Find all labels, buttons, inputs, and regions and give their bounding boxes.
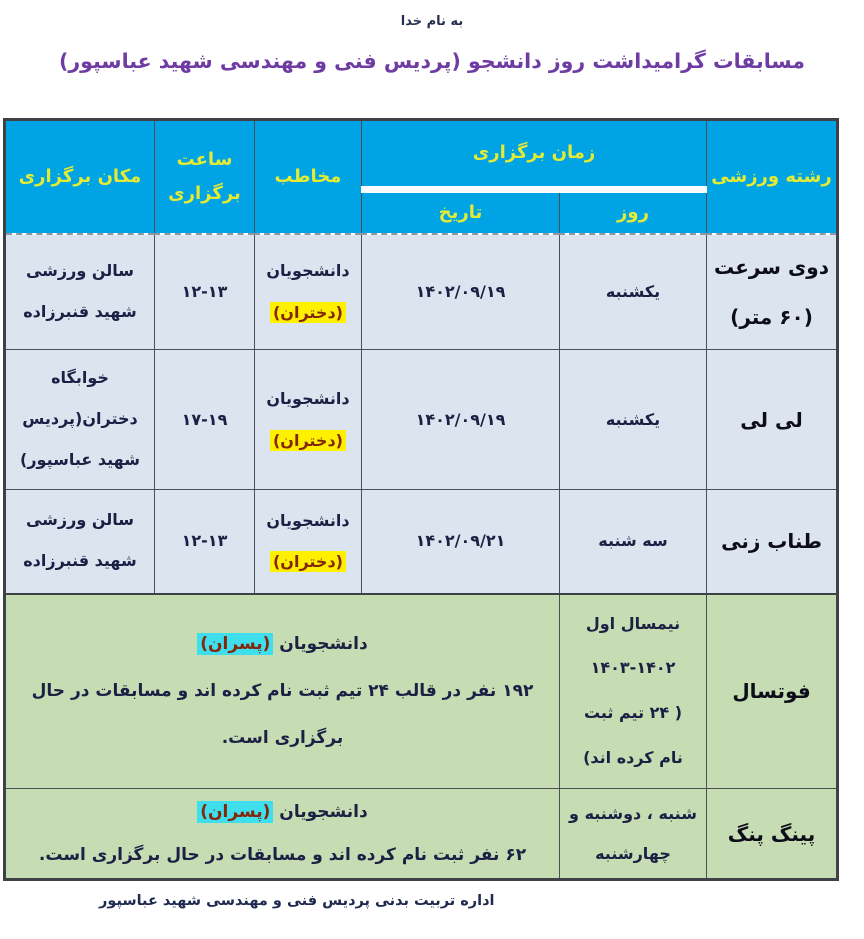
cell-location [4, 234, 154, 350]
cell-sport: فوتسال [707, 594, 838, 789]
hours-value: ۱۲-۱۳ [181, 531, 228, 551]
hours-value: ۱۲-۱۳ [181, 281, 228, 301]
cell-audience [254, 350, 361, 490]
audience-label: دانشجویان [266, 388, 350, 408]
location-line: سالن ورزشی [25, 260, 134, 280]
audience-label: دانشجویان [273, 802, 368, 822]
header-hour-line2: برگزاری [168, 182, 241, 204]
audience-group-highlight: (پسران) [197, 801, 273, 823]
audience-group-highlight: (پسران) [197, 633, 273, 655]
audience-group-highlight: (دختران) [270, 430, 346, 451]
location-line: شهید قنبرزاده [23, 551, 137, 571]
location-line: شهید قنبرزاده [23, 301, 137, 321]
cell-day: یکشنبه [560, 234, 707, 350]
audience-line [9, 621, 556, 668]
date-value: ۱۴۰۲/۰۹/۱۹ [415, 281, 506, 301]
header-date: تاریخ [361, 190, 559, 234]
sport-name: طناب زنی [721, 529, 822, 554]
cell-sport [707, 350, 838, 490]
cell-date [361, 350, 559, 490]
schedule-line: نام کرده اند) [583, 748, 683, 768]
location-line: دختران(پردیس [22, 409, 138, 429]
audience-group-highlight: (دختران) [270, 302, 346, 323]
header-hour [154, 120, 254, 234]
cell-audience [254, 234, 361, 350]
registration-stats: ۶۲ نفر ثبت نام کرده اند و مسابقات در حال برگزاری است. [38, 844, 527, 865]
location-line: شهید عباسپور) [20, 449, 140, 469]
registration-stats: ۱۹۲ نفر در قالب ۲۴ تیم ثبت نام کرده اند و مسابقات در حال [31, 680, 534, 701]
cell-sport: پینگ پنگ [707, 789, 838, 880]
table-row-rope [4, 490, 837, 594]
cell-hours [154, 490, 254, 594]
audience-label: دانشجویان [266, 261, 350, 281]
cell-description [4, 789, 559, 880]
schedule-line: چهارشنبه [595, 843, 671, 863]
audience-label: دانشجویان [266, 510, 350, 530]
header-sport: رشته ورزشی [707, 120, 838, 234]
schedule-line: شنبه ، دوشنبه و [569, 803, 697, 823]
audience-line [9, 791, 556, 834]
header-day: روز [560, 190, 707, 234]
sport-name: دوی سرعت [714, 254, 829, 279]
schedule-years: ۱۴۰۳-۱۴۰۲ [590, 658, 676, 678]
cell-location [4, 490, 154, 594]
competitions-table [3, 118, 839, 881]
header-row-main [4, 120, 837, 190]
cell-date [361, 234, 559, 350]
cell-sport [707, 490, 838, 594]
schedule-line: ( ۲۴ تیم ثبت [583, 703, 683, 723]
cell-location [4, 350, 154, 490]
sport-name: لی لی [740, 407, 803, 432]
header-time-group: زمان برگزاری [361, 120, 706, 190]
registration-stats: برگزاری است. [221, 727, 344, 748]
table-row-sprint [4, 234, 837, 350]
audience-group-highlight: (دختران) [270, 551, 346, 572]
audience-label: دانشجویان [273, 634, 368, 655]
footer-text: اداره تربیت بدنی پردیس فنی و مهندسی شهید عباسپور [99, 893, 495, 909]
table-row-pingpong [4, 789, 837, 880]
cell-hours [154, 350, 254, 490]
hours-value: ۱۷-۱۹ [181, 409, 228, 429]
schedule-line: نیمسال اول [585, 613, 681, 633]
cell-schedule [560, 789, 707, 880]
page-title: مسابقات گرامیداشت روز دانشجو (پردیس فنی و مهندسی شهید عباسپور) [59, 49, 805, 73]
header-location: مکان برگزاری [4, 120, 154, 234]
header-audience: مخاطب [254, 120, 361, 234]
date-value: ۱۴۰۲/۰۹/۲۱ [415, 531, 506, 551]
cell-date [361, 490, 559, 594]
cell-schedule [560, 594, 707, 789]
sport-name-sub: (۶۰ متر) [730, 304, 813, 329]
location-line: خوابگاه [51, 368, 109, 388]
cell-description [4, 594, 559, 789]
header-hour-line1: ساعت [176, 148, 233, 170]
cell-hours [154, 234, 254, 350]
cell-audience [254, 490, 361, 594]
table-row-leyli [4, 350, 837, 490]
table-row-futsal [4, 594, 837, 789]
bismillah-text: به نام خدا [400, 14, 464, 29]
cell-day: یکشنبه [560, 350, 707, 490]
cell-day: سه شنبه [560, 490, 707, 594]
date-value: ۱۴۰۲/۰۹/۱۹ [415, 409, 506, 429]
location-line: سالن ورزشی [25, 510, 134, 530]
cell-sport [707, 234, 838, 350]
